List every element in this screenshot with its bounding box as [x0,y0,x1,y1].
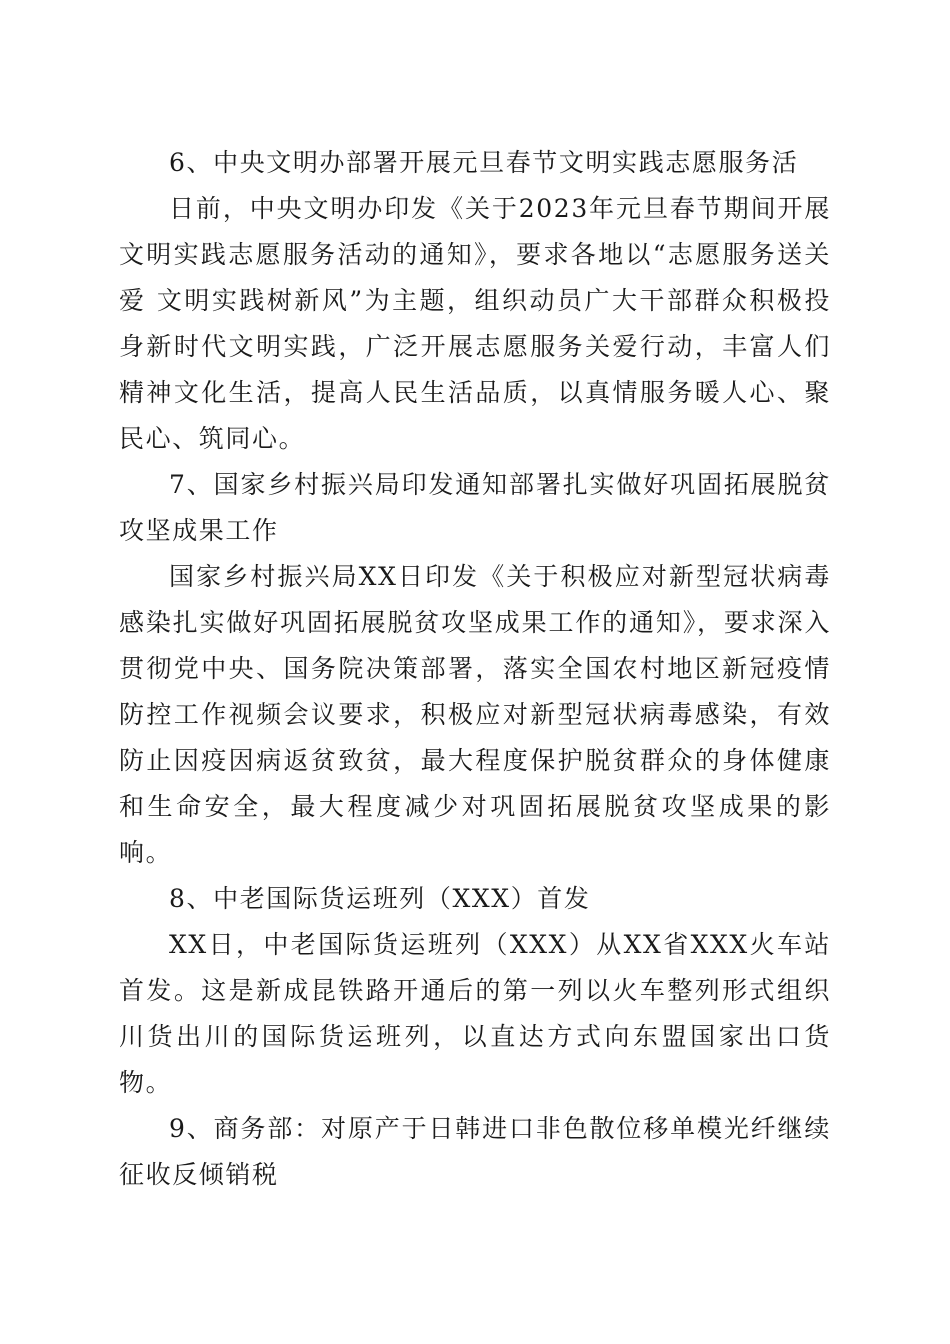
section-8-body: XX日，中老国际货运班列（XXX）从XX省XXX火车站首发。这是新成昆铁路开通后的第一列以火车整列形式组织川货出川的国际货运班列，以直达方式向东盟国家出口货物。 [119,930,831,1097]
section-6-heading: 6、中央文明办部署开展元旦春节文明实践志愿服务活 [169,148,799,177]
section-7-body: 国家乡村振兴局XX日印发《关于积极应对新型冠状病毒感染扎实做好巩固拓展脱贫攻坚成果工作的通知》，要求深入贯彻党中央、国务院决策部署，落实全国农村地区新冠疫情防控工作视频会议要求，积极应对新型冠状病毒感染，有效防止因疫因病返贫致贫，最大程度保护脱贫群众的身体健康和生命安全，最大程度减少对巩固拓展脱贫攻坚成果的影响。 [119,562,831,867]
section-7-heading: 7、国家乡村振兴局印发通知部署扎实做好巩固拓展脱贫攻坚成果工作 [119,470,831,545]
section-6-body: 日前，中央文明办印发《关于2023年元旦春节期间开展文明实践志愿服务活动的通知》，要求各地以“志愿服务送关爱 文明实践树新风”为主题，组织动员广大干部群众积极投身新时代文明实践，广泛开展志愿服务关爱行动，丰富人们精神文化生活，提高人民生活品质，以真情服务暖人心、聚民心、筑同心。 [119,194,831,453]
section-9-heading: 9、商务部：对原产于日韩进口非色散位移单模光纤继续征收反倾销税 [119,1114,831,1189]
section-8-heading: 8、中老国际货运班列（XXX）首发 [169,884,591,913]
document-body [119,140,831,1198]
